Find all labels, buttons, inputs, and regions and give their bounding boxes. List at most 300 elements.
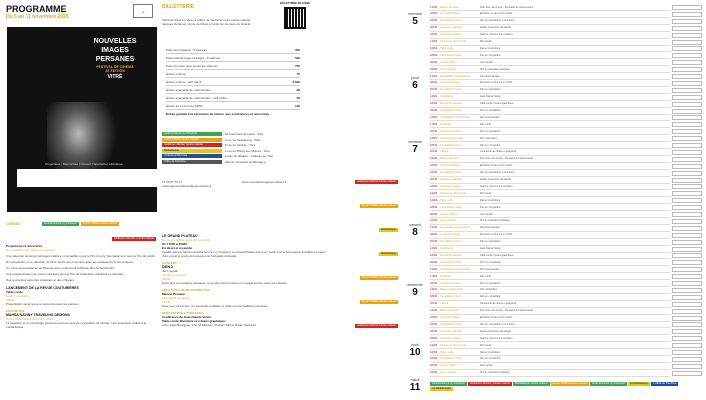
row-desc: Film documentaire — [480, 267, 500, 271]
proj-title: Projections et rencontres — [6, 244, 43, 248]
row-desc: Prix de l'éducation artistique — [480, 67, 510, 71]
row-time: 17h00 — [430, 274, 438, 278]
price-row — [166, 70, 300, 78]
day-name: mercredi — [408, 12, 422, 16]
row-desc: Film en compétition et rencontre — [480, 322, 515, 326]
row-desc: Cérémonie de clôture et palmarès — [480, 302, 517, 306]
venue-row — [162, 143, 322, 147]
expo-dates: Du 5 octobre au 21 décembre 2025 — [6, 317, 54, 321]
venue-marker — [672, 171, 702, 176]
paragraph: Présentation de la revue et rencontre avec les autrices. — [6, 302, 80, 306]
marionnettes-title: Maison Persane — [162, 292, 185, 296]
row-title: Concert DENJ — [440, 60, 457, 64]
schedule-row[interactable] — [430, 370, 670, 377]
table-ronde-time: 18h30 — [6, 298, 15, 302]
venue-tag: Cinéma La Monnaie — [162, 154, 222, 158]
paragraph: Entre jazz et musiques persanes, le groupe Denj propose un voyage sonore entre les cultures. — [162, 281, 288, 285]
venue-tag: Médiathèque — [381, 228, 396, 231]
day-block — [400, 378, 430, 394]
row-time: 16h00 — [430, 198, 438, 202]
venue-address: Lycée de l'Égilise - Château en Vitré — [225, 154, 274, 158]
row-title: Compétition fiction — [440, 88, 462, 92]
poster-title — [77, 37, 153, 64]
row-title: Compétition documentaire — [440, 74, 471, 78]
price-label: Entrée spectacle de marionnettes — [166, 87, 211, 92]
venue-marker — [672, 371, 702, 376]
venue-marker — [672, 164, 702, 169]
price-value: 5.50€ — [292, 79, 300, 84]
row-title: Court métrage — [440, 67, 457, 71]
website-link[interactable]: www.nouvellesimagespersanes.fr — [242, 180, 287, 184]
row-time: 20h30 — [430, 329, 438, 333]
venue-row — [162, 154, 322, 158]
row-time: 14h30 — [430, 309, 438, 313]
venue-marker — [672, 247, 702, 252]
row-title: Clôture — [440, 302, 449, 306]
day-number: 8 — [412, 227, 418, 238]
row-time: 18h30 — [430, 19, 438, 23]
venue-marker — [672, 129, 702, 134]
denj-time: 20h30 — [162, 277, 171, 281]
venue-marker — [672, 343, 702, 348]
row-time: 18h00 — [430, 12, 438, 16]
row-desc: Film en compétition — [480, 143, 501, 147]
row-time: 18h00 — [430, 233, 438, 237]
venue-tag: Médiathèque — [162, 149, 222, 153]
revue-title: LANCEMENT DE LA REVUE COUTURIÈRES — [6, 286, 79, 290]
price-row — [166, 46, 300, 54]
column-billetterie — [158, 0, 330, 400]
venue-marker — [672, 309, 702, 314]
row-desc: Film documentaire — [480, 74, 500, 78]
row-title: Projection scolaire — [440, 184, 462, 188]
venue-tag: Auditorium Mozart Centre culturel — [357, 180, 396, 183]
row-time: 16h00 — [430, 102, 438, 106]
row-desc: Pour tous, dès 6 ans – Spectacle de marionnettes — [480, 5, 533, 9]
row-title: Table ronde — [440, 198, 454, 202]
row-title: Séance jeune public — [440, 136, 464, 140]
row-title: Compétition documentaire — [440, 115, 471, 119]
row-title: Court métrage — [440, 371, 457, 375]
day-name: vendredi — [408, 140, 422, 144]
row-desc: Jean-Claude Voisin — [480, 247, 501, 250]
email[interactable]: culture@nouvellesimagespersanes.fr — [162, 184, 212, 188]
venue-row — [162, 160, 322, 164]
day-number: 10 — [409, 347, 421, 358]
row-desc: Soirée d'ouverture du festival — [480, 26, 511, 30]
venue-marker — [672, 184, 702, 189]
row-title: Compétition fiction — [440, 143, 462, 147]
row-desc: Film en compétition — [480, 205, 501, 209]
row-title: Le Grand Plateau — [440, 233, 461, 237]
price-value: 12€ — [294, 103, 300, 108]
phone[interactable]: 07 69 07 70 47 — [162, 180, 183, 184]
row-title: Maison Persane — [440, 5, 459, 9]
price-value: 35€ — [294, 47, 300, 52]
row-title: Ouverture officielle — [440, 26, 462, 30]
row-time: 14h00 — [430, 226, 438, 230]
venue-marker — [672, 357, 702, 362]
price-label: Entrée cinéma - tarif réduit — [166, 79, 202, 84]
row-time: 10h00 — [430, 33, 438, 37]
row-title: Compétition fiction — [440, 322, 462, 326]
venue-marker — [672, 240, 702, 245]
row-desc: Revue Couturières — [480, 350, 500, 354]
grand-plateau-time: De 17h00 à 20h00 — [162, 242, 188, 246]
row-desc: Film inédit — [480, 191, 491, 195]
venue-marker — [672, 316, 702, 321]
venue-tag: Grand Théâtre Centre culturel — [361, 204, 396, 207]
price-value: 70€ — [294, 63, 300, 68]
price-row — [166, 78, 300, 86]
venue-address: 1 rue du Bourg aux Moines - Vitré — [225, 148, 270, 153]
paragraph: Une sélection de longs métrages inédits en compétition pour le Prix du jury international et pour le Prix du public. — [6, 254, 156, 258]
row-title: Maison Persane — [440, 309, 459, 313]
grand-plateau-sub: En direct et en public — [162, 246, 193, 250]
row-title: Compétition fiction — [440, 240, 462, 244]
row-title: Compétition fiction — [440, 109, 462, 112]
price-row — [166, 102, 300, 110]
row-desc: Film inédit — [480, 122, 491, 126]
venue-marker — [672, 288, 702, 293]
day-block — [400, 283, 430, 299]
row-title: Compétition fiction — [440, 205, 462, 209]
row-time: 20h30 — [430, 88, 438, 92]
row-time: 14h00 — [430, 115, 438, 119]
venue-marker — [672, 157, 702, 162]
row-time: 14h30 — [430, 157, 438, 161]
row-time: 20h30 — [430, 240, 438, 244]
row-desc: Film en compétition — [480, 53, 501, 57]
day-name: lundi — [411, 343, 419, 347]
venue-marker — [672, 67, 702, 72]
row-desc: Film documentaire — [480, 226, 500, 230]
venue-marker — [672, 253, 702, 258]
venue-marker — [672, 12, 702, 17]
row-desc: Cérémonie de clôture et palmarès — [480, 150, 517, 154]
row-title: Le Grand Plateau — [440, 164, 461, 168]
day-block — [400, 140, 430, 156]
venue-marker — [672, 122, 702, 127]
row-desc: Pour tous, dès 6 ans – Spectacle de marionnettes — [480, 157, 533, 161]
venue-marker — [672, 95, 702, 100]
row-time: 20h30 — [430, 281, 438, 285]
venue-tag: Cinéma Aurore my Cinewest — [43, 222, 77, 225]
row-title: Table ronde — [440, 46, 454, 50]
row-desc: Revue Couturières — [480, 46, 500, 50]
sponsor-logos — [17, 169, 157, 187]
row-time: 18h30 — [430, 322, 438, 326]
table-ronde2-title: Table ronde littérature et romans graphiques — [162, 319, 226, 323]
venue-marker — [672, 40, 702, 45]
row-time: 14h00 — [430, 247, 438, 250]
row-title: Compétition fiction — [440, 53, 462, 57]
legend-tag: Cinéma Aurore my Cinewest — [591, 382, 625, 385]
row-desc: Prix de l'éducation artistique — [480, 219, 510, 223]
row-desc: Table ronde romans graphiques — [480, 102, 514, 106]
row-desc: Film inédit — [480, 274, 491, 278]
venue-tag: Grand Théâtre Centre culturel — [82, 222, 118, 225]
day-block — [400, 223, 430, 239]
row-desc: Film en compétition — [480, 109, 501, 112]
venue-marker — [672, 5, 702, 10]
row-desc: Film en compétition — [480, 357, 501, 361]
day-number: 5 — [412, 16, 418, 27]
litteraires-label: RENCONTRES LITTÉRAIRES — [162, 311, 204, 315]
row-title: Séance de découverte — [440, 40, 466, 43]
row-desc: Émission en direct et en public — [480, 81, 513, 85]
venue-legend — [430, 382, 700, 391]
venue-tag: Auditorium Mozart Centre culturel — [357, 324, 396, 327]
price-label: Pass festival longs métrages - 8 séances — [166, 55, 221, 60]
venue-marker — [672, 53, 702, 58]
row-time: 20h30 — [430, 260, 438, 264]
row-title: Rencontre littéraire — [440, 253, 462, 257]
billetterie-title: BILLETTERIE — [162, 4, 195, 10]
venue-tag: Grand Théâtre Centre culturel — [361, 276, 396, 279]
venue-marker — [672, 219, 702, 224]
venue-address: 10 boulevard de Laval - Vitré — [225, 132, 264, 136]
row-title: Séance de découverte — [440, 191, 466, 195]
row-time: 14h00 — [430, 267, 438, 271]
venue-marker — [672, 74, 702, 79]
row-title: Concert DENJ — [440, 364, 457, 368]
row-time: 14h30 — [430, 5, 438, 9]
denj-title: DENJ — [162, 264, 173, 269]
row-time: 14h00 — [430, 95, 438, 99]
row-desc: Pour tous, dès 6 ans – Spectacle de marionnettes — [480, 309, 533, 313]
price-row — [166, 94, 300, 102]
row-desc: Film en compétition et rencontre — [480, 171, 515, 175]
price-value: 8€ — [296, 87, 300, 92]
row-time: 20h30 — [430, 129, 438, 133]
row-time: 17h00 — [430, 122, 438, 126]
row-desc: Jazz persan — [480, 60, 493, 64]
row-desc: Film en compétition et rencontre — [480, 19, 515, 23]
row-desc: Film documentaire — [480, 115, 500, 119]
row-time: 14h00 — [430, 191, 438, 195]
conference-title: Conférence de Jean-Claude Voisin — [162, 315, 212, 319]
row-time: 18h30 — [430, 171, 438, 175]
venue-tag: Grand Théâtre Centre culturel — [162, 138, 222, 142]
row-time: 20h30 — [430, 212, 438, 216]
venue-marker — [672, 212, 702, 217]
legend-tag: Grand Théâtre Centre culturel — [552, 382, 587, 385]
row-title: Compétition documentaire — [440, 267, 471, 271]
paragraph: Une programmation de courts métrages pour le Prix de l'éducation artistique et culturelle. — [6, 272, 125, 276]
marionnettes-date: Mercredi 5 novembre — [162, 296, 191, 300]
venue-marker — [672, 26, 702, 31]
paragraph: Avec Jules Bourgeau, Ahmad Mohsen, Roshan Safi et Nader Kerbaoui. — [162, 323, 257, 327]
poster-festival — [77, 65, 153, 73]
day-name: jeudi — [411, 76, 419, 80]
row-desc: Jean-Claude Voisin — [480, 95, 501, 99]
venue-tag: Auditorium Mozart | Centre culturel — [113, 237, 154, 240]
legend-tag: La Médiathèque — [629, 382, 649, 385]
row-title: Compétition fiction — [440, 171, 462, 175]
row-title: Séance jeune public — [440, 288, 464, 292]
concert-label: CONCERT — [162, 261, 177, 265]
day-name: dimanche — [407, 283, 423, 287]
proj-dates: Du mercredi 5 au mardi 11 novembre — [6, 248, 56, 252]
venue-marker — [672, 281, 702, 286]
venue-marker — [672, 60, 702, 65]
paragraph: La sélection et la mythologie persanes sont au cœur de l'exposition de l'artiste. Une exposition visible à la médiathèque. — [6, 321, 147, 329]
venue-marker — [672, 302, 702, 307]
poster-title-line: IMAGES — [101, 47, 129, 54]
row-time: 10h00 — [430, 336, 438, 340]
events-section — [162, 234, 328, 327]
row-title: Compétition fiction — [440, 295, 462, 299]
row-desc: Film d'animation — [480, 136, 498, 140]
row-desc: Film inédit — [480, 343, 491, 347]
row-desc: Séance réservée aux scolaires — [480, 184, 513, 188]
row-desc: Film inédit — [480, 40, 491, 43]
poster-city: VITRÉ — [107, 74, 123, 80]
row-title: Ouverture officielle — [440, 329, 462, 333]
venue-marker — [672, 322, 702, 327]
day-number: 9 — [412, 287, 418, 298]
row-time: 20h30 — [430, 364, 438, 368]
row-time: 18h30 — [430, 357, 438, 361]
venue-address: Mail du Chapelier de Bretagne — [225, 159, 266, 164]
venue-marker — [672, 233, 702, 238]
venue-marker — [672, 150, 702, 155]
venue-list — [162, 132, 322, 165]
price-label: Pass premium pour toutes les séances — [166, 63, 218, 68]
row-title: Compétition documentaire — [440, 226, 471, 230]
grand-plateau-dates: Du mercredi 5 au jeudi 20 novembre — [162, 238, 211, 242]
row-desc: Film d'animation — [480, 288, 498, 292]
day-block — [400, 343, 430, 359]
row-time: 14h00 — [430, 74, 438, 78]
venue-row — [162, 149, 322, 153]
venue-row — [162, 132, 322, 136]
row-title: Rencontre littéraire — [440, 102, 462, 106]
venue-tag: Office de Tourisme — [162, 160, 222, 164]
venue-marker — [672, 19, 702, 24]
cinema-section — [6, 222, 156, 329]
price-row — [166, 86, 300, 94]
row-title: Le Grand Plateau — [440, 12, 461, 16]
row-time: 20h30 — [430, 302, 438, 306]
venue-marker — [672, 143, 702, 148]
row-title: Compétition fiction — [440, 357, 462, 361]
legend-tag: Cinéma Aurore my Cinewest — [432, 382, 465, 385]
venue-marker — [672, 109, 702, 114]
row-time: 20h30 — [430, 109, 438, 112]
venue-marker — [672, 115, 702, 120]
row-title: Ouverture officielle — [440, 178, 462, 181]
row-title: Compétition fiction — [440, 129, 462, 133]
row-title: Maison Persane — [440, 157, 459, 161]
row-time: 14h00 — [430, 136, 438, 140]
venue-marker — [672, 81, 702, 86]
row-desc: Soirée d'ouverture du festival — [480, 329, 511, 333]
venue-tag: Cinéma Aurore my Cinewest — [162, 132, 222, 136]
qr-code-icon[interactable] — [284, 7, 306, 29]
denj-sub: Jazz persan — [162, 269, 179, 273]
day-name: mardi — [410, 378, 420, 382]
row-time: 18h30 — [430, 143, 438, 147]
marionnettes-label: SPECTACLE DE MARIONNETTES — [162, 288, 210, 292]
table-ronde-label: Table ronde — [6, 290, 23, 294]
row-title: Séance de découverte — [440, 343, 466, 347]
day-block — [400, 76, 430, 92]
row-desc: Prix de l'éducation artistique — [480, 371, 510, 375]
cinema-label: CINÉMA — [6, 222, 20, 226]
row-desc: Film en compétition — [480, 281, 501, 285]
qr-label: BILLETTERIE EN LIGNE — [280, 2, 310, 5]
row-desc: Séance réservée aux scolaires — [480, 33, 513, 37]
price-list — [166, 46, 300, 116]
row-time: 20h30 — [430, 60, 438, 64]
row-time: 10h00 — [430, 219, 438, 223]
venue-tag: Auditorium Mozart Centre culturel — [162, 143, 222, 147]
row-desc: Soirée d'ouverture du festival — [480, 178, 511, 181]
row-time: 10h00 — [430, 371, 438, 375]
row-time: 18h00 — [430, 164, 438, 168]
programme-dates: Du 5 au 11 novembre 2025 — [6, 14, 69, 20]
row-title: Conférence — [440, 95, 454, 99]
row-title: Table ronde — [440, 350, 454, 354]
row-desc: Jazz persan — [480, 364, 493, 368]
denj-date: Jeudi 6 novembre — [162, 273, 186, 277]
row-time: 14h00 — [430, 288, 438, 292]
expo-title: MAHSA NAVINY TRAVELING DEMONS — [6, 313, 70, 317]
row-time: 18h30 — [430, 295, 438, 299]
paragraph: Installé dans le hall du Cinéma Aurore my Cinewest, le Grand Plateau animé en public par la Compagnie Cartable et Cartel d'art, prend le pouls du festival et de l'actualité culturelle. — [162, 250, 326, 258]
row-desc: Émission en direct et en public — [480, 233, 513, 237]
venue-address: 2 rue de Strasbourg - Vitré — [225, 137, 261, 142]
paragraph: Des rencontres avec des cinéastes et des critiques. — [6, 278, 75, 282]
column-schedule — [400, 0, 706, 400]
row-title: Projection scolaire — [440, 336, 462, 340]
venue-marker — [672, 274, 702, 279]
table-ronde-date: jeudi 6 novembre — [6, 294, 30, 298]
venue-marker — [672, 136, 702, 141]
row-title: Compétition fiction — [440, 260, 462, 264]
row-title: Projection — [440, 274, 452, 278]
paragraph: Pour tous, dès 6 ans. Un spectacle poétique et drôle sur les traditions persanes. — [162, 304, 269, 308]
venue-marker — [672, 295, 702, 300]
row-desc: Film en compétition — [480, 129, 501, 133]
price-row — [166, 54, 300, 62]
row-time: 10h00 — [430, 184, 438, 188]
paragraph: Un cycle documentaires au Birmeta avec notamment la Bande film de Septembre. — [6, 266, 116, 270]
row-title: Le Grand Plateau — [440, 316, 461, 319]
row-time: 16h00 — [430, 253, 438, 257]
venue-marker — [672, 350, 702, 355]
legend-tag: Médiathèque Centre culturel — [514, 382, 548, 385]
price-row — [166, 62, 300, 70]
price-value: 50€ — [294, 55, 300, 60]
venue-marker — [672, 102, 702, 107]
venue-marker — [672, 336, 702, 341]
row-title: Concert DENJ — [440, 212, 457, 216]
poster-title-line: NOUVELLES — [93, 38, 137, 45]
venue-marker — [672, 46, 702, 51]
row-time: 20h30 — [430, 26, 438, 30]
row-desc: Émission en direct et en public — [480, 12, 513, 16]
paragraph: En compétition, une sélection de films, suivis de rencontres avec les réalisateurs et les critiques. — [6, 260, 134, 264]
venue-marker — [672, 33, 702, 38]
row-desc: Table ronde romans graphiques — [480, 253, 514, 257]
poster-edition: 4E ÉDITION — [105, 69, 125, 73]
row-title: Compétition fiction — [440, 281, 462, 285]
expo-label: EXPOSITION — [6, 309, 25, 313]
row-time: 18h30 — [430, 205, 438, 209]
